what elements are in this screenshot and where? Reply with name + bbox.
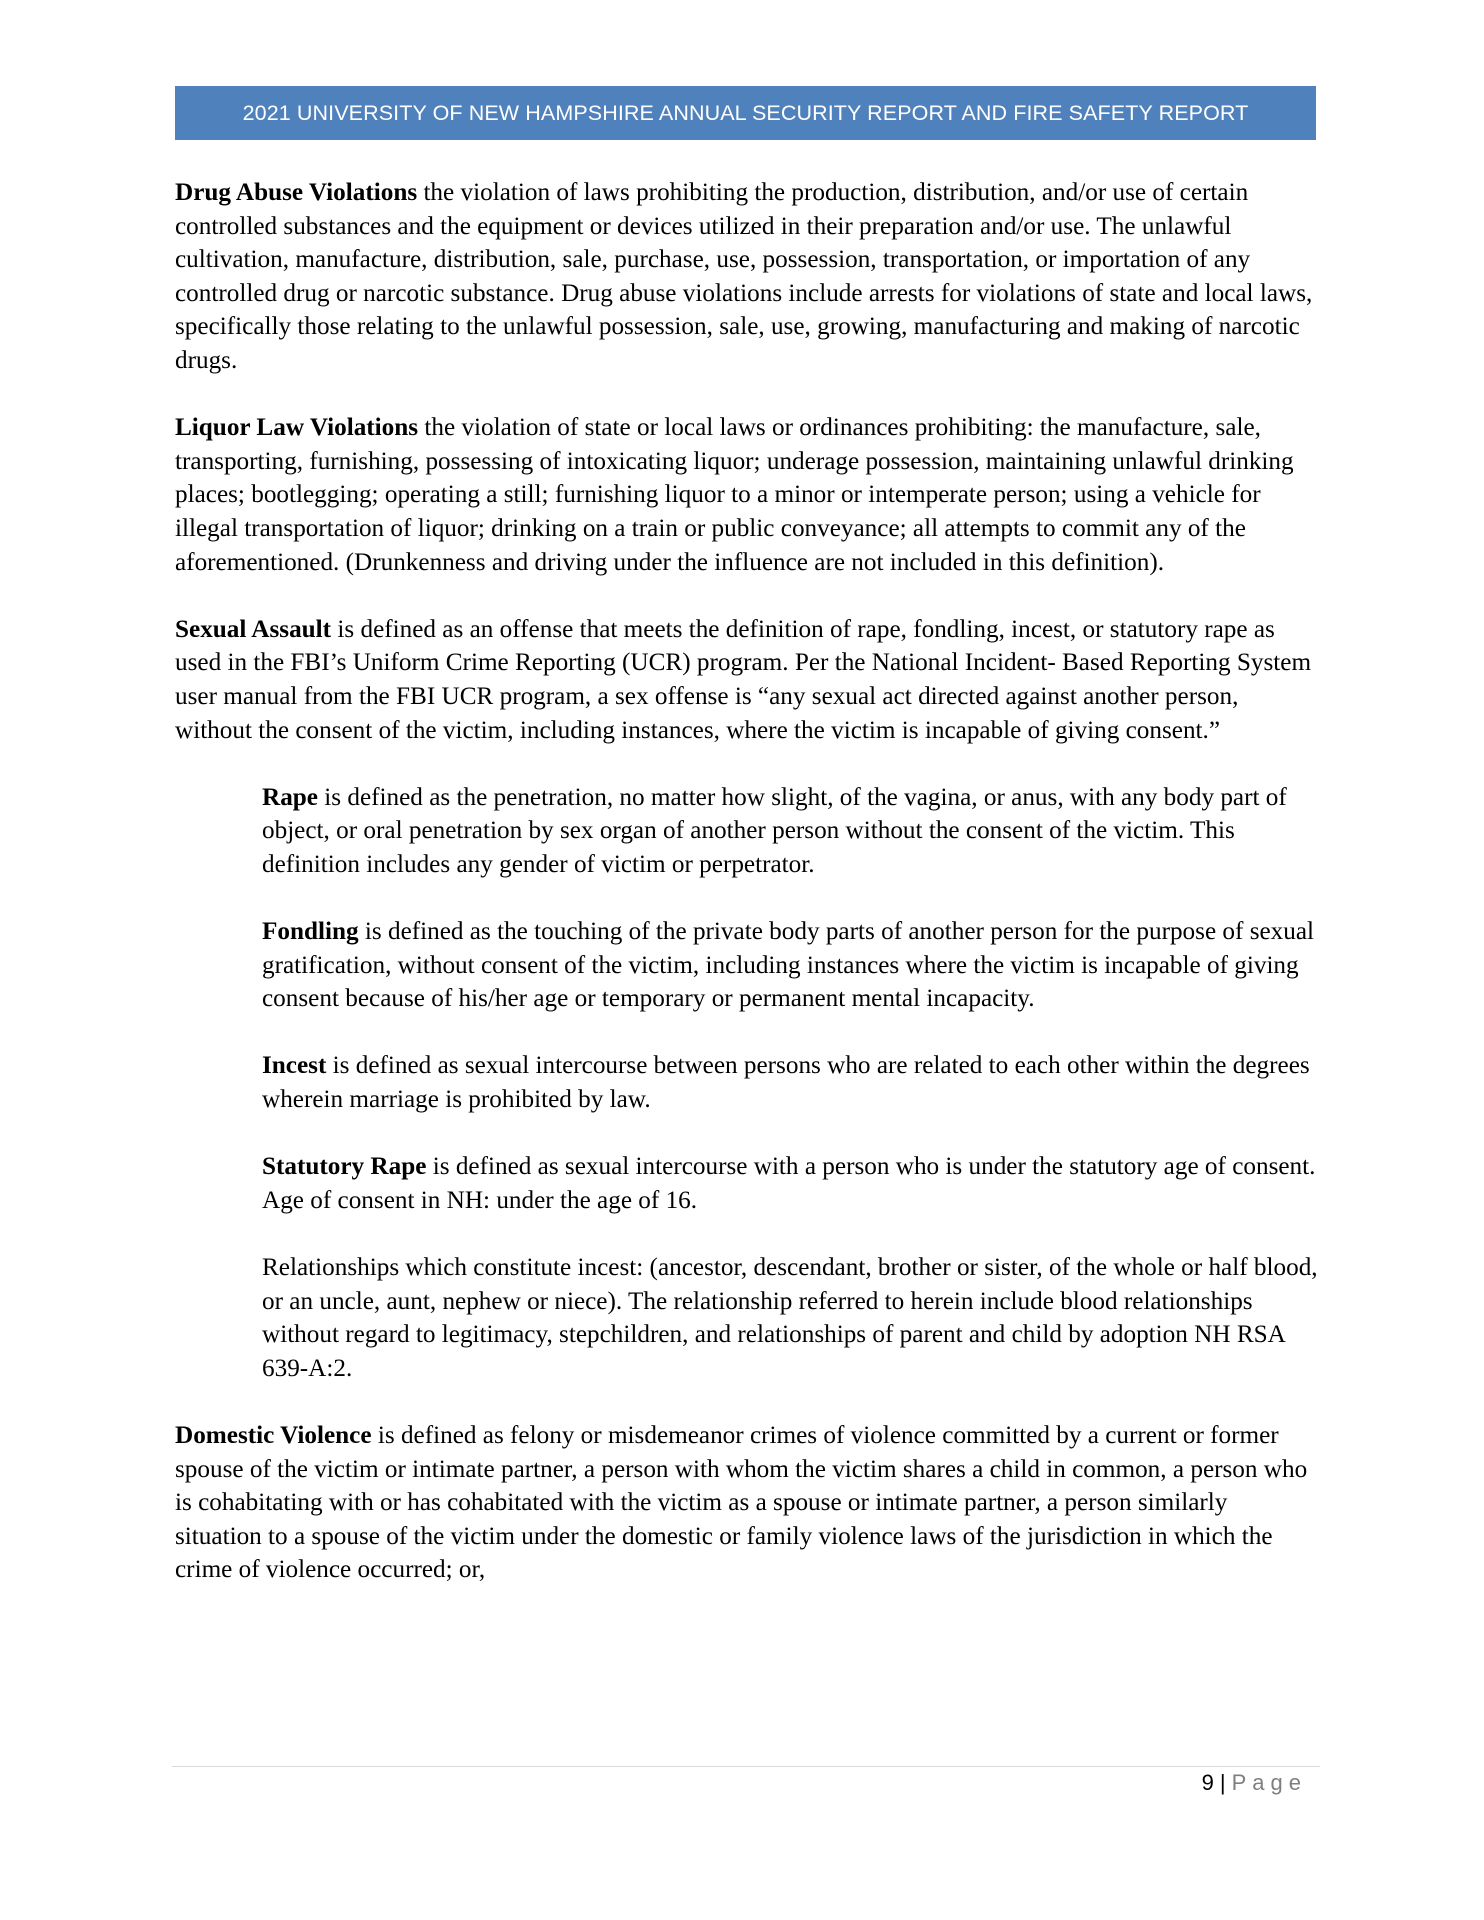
- definition-term: Incest: [262, 1052, 327, 1080]
- definition-term: Fondling: [262, 918, 359, 946]
- definition-term: Liquor Law Violations: [175, 414, 419, 442]
- definition-term: Sexual Assault: [175, 615, 332, 643]
- definition-term: Rape: [262, 783, 318, 811]
- definition-text: is defined as an offense that meets the definition of rape, fondling, incest, or statutory rape as used in the FBI’s Uniform Crime Reporting (UCR) program. Per the National Incident- Based Reporting System user manual from the FBI UCR program, a sex offense is “any sexual act directed against another person, without the consent of the victim, including instances, where the victim is incapable of giving consent.”: [175, 615, 1312, 744]
- report-header-banner: [175, 86, 1316, 140]
- footer-divider: [172, 1766, 1320, 1767]
- definition-text: the violation of state or local laws or ordinances prohibiting: the manufacture, sale, transporting, furnishing, possessing of intoxicating liquor; underage possession, maintaining unlawful drinking places; bootlegging; operating a still; furnishing liquor to a minor or intemperate person; using a vehicle for illegal transportation of liquor; drinking on a train or public conveyance; all attempts to commit any of the aforementioned. (Drunkenness and driving under the influence are not included in this definition).: [175, 414, 1294, 576]
- footer-separator: |: [1219, 1770, 1226, 1795]
- page-number: 9: [1201, 1770, 1214, 1795]
- definition-sexual-assault: [175, 613, 1320, 747]
- report-title: 2021 UNIVERSITY OF NEW HAMPSHIRE ANNUAL SECURITY REPORT AND FIRE SAFETY REPORT: [242, 100, 1249, 125]
- page-footer: [1202, 1770, 1307, 1796]
- definition-rape: [262, 781, 1320, 882]
- definition-text: is defined as the touching of the private body parts of another person for the purpose of sexual gratification, without consent of the victim, including instances where the victim is incapable of giving consent because of his/her age or temporary or permanent mental incapacity.: [262, 918, 1315, 1013]
- definition-liquor-law-violations: [175, 411, 1320, 579]
- incest-relationships-note: [262, 1251, 1320, 1385]
- definition-text: the violation of laws prohibiting the production, distribution, and/or use of certain controlled substances and the equipment or devices utilized in their preparation and/or use. The unlawful cultivation, manufacture, distribution, sale, purchase, use, possession, transportation, or importation of any controlled drug or narcotic substance. Drug abuse violations include arrests for violations of state and local laws, specifically those relating to the unlawful possession, sale, use, growing, manufacturing and making of narcotic drugs.: [175, 179, 1313, 374]
- definition-text: is defined as felony or misdemeanor crimes of violence committed by a current or former spouse of the victim or intimate partner, a person with whom the victim shares a child in common, a person who is cohabitating with or has cohabitated with the victim as a spouse or intimate partner, a person similarly situation to a spouse of the victim under the domestic or family violence laws of the jurisdiction in which the crime of violence occurred; or,: [175, 1421, 1308, 1584]
- definition-text: is defined as sexual intercourse with a person who is under the statutory age of consent. Age of consent in NH: under the age of 16.: [262, 1153, 1316, 1214]
- definition-text: Relationships which constitute incest: (ancestor, descendant, brother or sister, of the whole or half blood, or an uncle, aunt, nephew or niece). The relationship referred to herein include blood relationships without regard to legitimacy, stepchildren, and relationships of parent and child by adoption NH RSA 639-A:2.: [262, 1254, 1318, 1382]
- definition-fondling: [262, 915, 1320, 1016]
- definition-text: is defined as sexual intercourse between persons who are related to each other within the degrees wherein marriage is prohibited by law.: [262, 1052, 1310, 1114]
- definition-term: Drug Abuse Violations: [175, 179, 418, 206]
- page-label: Page: [1231, 1770, 1307, 1795]
- document-body: [175, 176, 1320, 1621]
- definition-term: Statutory Rape: [262, 1153, 427, 1181]
- definition-incest: [262, 1049, 1320, 1116]
- definition-text: is defined as the penetration, no matter how slight, of the vagina, or anus, with any body part of object, or oral penetration by sex organ of another person without the consent of the victim. This definition includes any gender of victim or perpetrator.: [262, 783, 1287, 878]
- definition-drug-abuse-violations: [175, 176, 1320, 378]
- definition-term: Domestic Violence: [175, 1421, 372, 1449]
- definition-domestic-violence: [175, 1419, 1320, 1587]
- definition-statutory-rape: [262, 1150, 1320, 1217]
